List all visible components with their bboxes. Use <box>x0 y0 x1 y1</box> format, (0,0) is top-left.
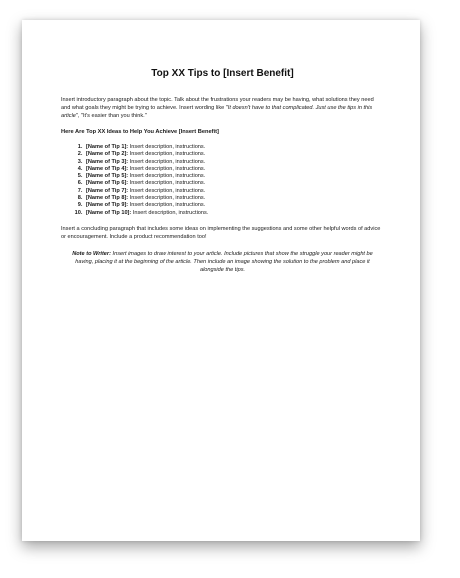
tip-name: [Name of Tip 2]: <box>86 151 129 158</box>
writer-note <box>69 250 376 274</box>
list-item <box>84 202 384 209</box>
document-title: Top XX Tips to [Insert Benefit] <box>151 68 294 79</box>
tip-description: Insert description, instructions. <box>128 187 206 194</box>
list-item <box>84 188 384 195</box>
intro-text: Insert introductory paragraph about the topic. Talk about the frustrations your readers may be having, what solutions they need and what goals they might be trying to achieve. Insert wording like " <box>61 97 374 111</box>
tip-name: [Name of Tip 1]: <box>86 144 129 150</box>
tip-description: Insert description, instructions. <box>128 165 206 172</box>
intro-italic-quote: It doesn't have to that complicated. Just use the tips in this article <box>61 105 373 119</box>
tip-description: Insert description, instructions. <box>128 173 206 180</box>
list-item <box>84 210 384 217</box>
list-item <box>84 159 384 166</box>
tip-name: [Name of Tip 8]: <box>86 195 129 202</box>
tip-description: Insert description, instructions. <box>128 151 206 158</box>
intro-tail: ", "It's easier than you think." <box>75 113 147 119</box>
list-item <box>84 180 384 187</box>
tip-name: [Name of Tip 6]: <box>86 180 129 187</box>
writer-note-label: Note to Writer: <box>72 250 111 257</box>
tip-description: Insert description, instructions. <box>128 158 206 165</box>
list-item <box>84 195 384 202</box>
tips-subheading: Here Are Top XX Ideas to Help You Achieve [Insert Benefit] <box>61 129 219 135</box>
tip-name: [Name of Tip 3]: <box>86 158 129 165</box>
writer-note-text: Insert images to draw interest to your article. Include pictures that show the struggle your reader might be having, placing it at the beginning of the article. Then include an image showing the solution to the problem and place it alongside the tips. <box>75 250 373 273</box>
document-content <box>61 68 384 274</box>
tip-name: [Name of Tip 7]: <box>86 187 129 194</box>
list-item <box>84 166 384 173</box>
tips-list <box>61 144 384 217</box>
conclusion-paragraph: Insert a concluding paragraph that includes some ideas on implementing the suggestions and some other helpful words of advice or encouragement. Include a product recommendation too! <box>61 225 381 240</box>
tip-description: Insert description, instructions. <box>128 202 206 209</box>
tip-name: [Name of Tip 5]: <box>86 173 129 180</box>
tip-name: [Name of Tip 9]: <box>86 202 129 209</box>
list-item <box>84 151 384 158</box>
tip-description: Insert description, instructions. <box>128 144 206 150</box>
intro-paragraph <box>61 96 384 120</box>
document-page <box>22 20 420 541</box>
list-item <box>84 144 384 151</box>
tip-name: [Name of Tip 10]: <box>86 209 132 216</box>
tip-description: Insert description, instructions. <box>131 209 209 216</box>
tip-description: Insert description, instructions. <box>128 180 206 187</box>
tip-description: Insert description, instructions. <box>128 195 206 202</box>
tip-name: [Name of Tip 4]: <box>86 165 129 172</box>
list-item <box>84 173 384 180</box>
